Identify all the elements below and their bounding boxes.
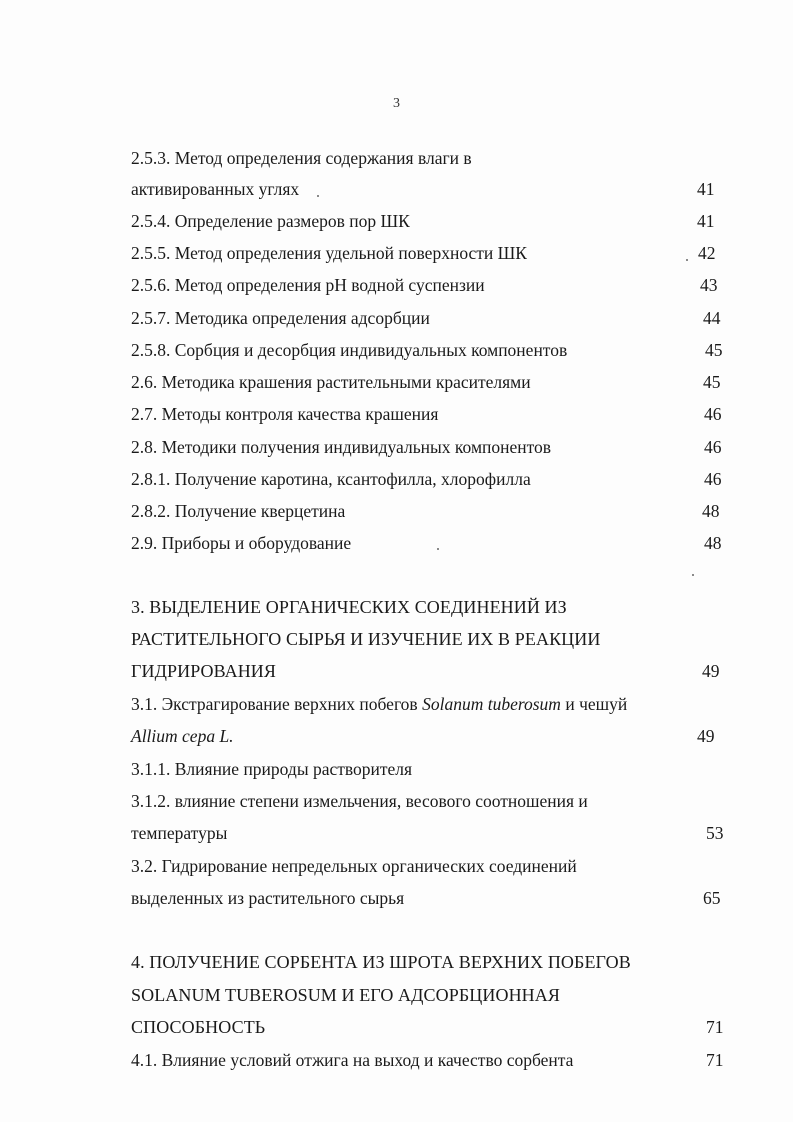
- scan-speck: [686, 259, 688, 261]
- toc-entry-4-1: 4.1. Влияние условий отжига на выход и качество сорбента: [131, 1050, 574, 1070]
- toc-entry-2-5-3: 2.5.3. Метод определения содержания влаги в: [131, 148, 472, 168]
- toc-page-number: 46: [704, 437, 722, 457]
- toc-entry-2-7: 2.7. Методы контроля качества крашения: [131, 404, 439, 424]
- toc-page-number: 44: [703, 308, 721, 328]
- toc-entry-3-2: 3.2. Гидрирование непредельных органических соединений: [131, 856, 577, 876]
- toc-page-number: 46: [704, 469, 722, 489]
- toc-entry-3-1-2: 3.1.2. влияние степени измельчения, весового соотношения и: [131, 791, 588, 811]
- toc-entry-italic: Allium cepa L.: [131, 726, 234, 746]
- toc-page-number: 41: [697, 211, 715, 231]
- toc-entry-2-5-7: 2.5.7. Методика определения адсорбции: [131, 308, 430, 328]
- toc-entry-2-8-1: 2.8.1. Получение каротина, ксантофилла, хлорофилла: [131, 469, 531, 489]
- scan-speck: [317, 195, 319, 197]
- toc-entry-3-1: [131, 693, 627, 715]
- toc-section-3-heading: 3. ВЫДЕЛЕНИЕ ОРГАНИЧЕСКИХ СОЕДИНЕНИЙ ИЗ: [131, 597, 567, 617]
- toc-entry-2-5-8: 2.5.8. Сорбция и десорбция индивидуальных компонентов: [131, 340, 568, 360]
- page-number: 3: [393, 96, 400, 111]
- toc-page-number: 71: [706, 1050, 724, 1070]
- toc-section-4-heading: 4. ПОЛУЧЕНИЕ СОРБЕНТА ИЗ ШРОТА ВЕРХНИХ ПОБЕГОВ: [131, 952, 631, 972]
- toc-entry-3-1-1: 3.1.1. Влияние природы растворителя: [131, 759, 413, 779]
- toc-entry-2-9: 2.9. Приборы и оборудование: [131, 533, 352, 553]
- toc-entry-2-8-2: 2.8.2. Получение кверцетина: [131, 501, 346, 521]
- toc-entry-3-1-cont: [131, 725, 234, 747]
- toc-page-number: 42: [698, 243, 716, 263]
- toc-entry-2-5-4: 2.5.4. Определение размеров пор ШК: [131, 211, 410, 231]
- toc-entry-text: и чешуй: [560, 694, 628, 714]
- toc-entry-3-2-cont: выделенных из растительного сырья: [131, 888, 405, 908]
- toc-entry-2-8: 2.8. Методики получения индивидуальных компонентов: [131, 437, 552, 457]
- toc-page-number: 45: [705, 340, 723, 360]
- toc-page-number: 48: [702, 501, 720, 521]
- toc-entry-3-1-2-cont: температуры: [131, 823, 228, 843]
- toc-entry-text: 3.1. Экстрагирование верхних побегов: [131, 694, 423, 714]
- toc-page-number: 46: [704, 404, 722, 424]
- toc-section-4-heading-cont: SOLANUM TUBEROSUM И ЕГО АДСОРБЦИОННАЯ: [131, 985, 560, 1005]
- scan-speck: [437, 548, 439, 550]
- toc-page-number: 49: [697, 726, 715, 746]
- toc-entry-2-6: 2.6. Методика крашения растительными красителями: [131, 372, 531, 392]
- toc-entry-2-5-5: 2.5.5. Метод определения удельной поверхности ШК: [131, 243, 527, 263]
- toc-page-number: 41: [697, 179, 715, 199]
- toc-page-number: 48: [704, 533, 722, 553]
- toc-page-number: 65: [703, 888, 721, 908]
- toc-entry-italic: Solanum tuberosum: [422, 694, 561, 714]
- toc-page-number: 45: [703, 372, 721, 392]
- toc-section-3-heading-cont: РАСТИТЕЛЬНОГО СЫРЬЯ И ИЗУЧЕНИЕ ИХ В РЕАКЦИИ: [131, 629, 601, 649]
- toc-entry-2-5-3-cont: активированных углях: [131, 179, 300, 199]
- scan-speck: [692, 574, 694, 576]
- toc-section-4-heading-cont: СПОСОБНОСТЬ: [131, 1017, 266, 1037]
- toc-section-3-heading-cont: ГИДРИРОВАНИЯ: [131, 661, 276, 681]
- toc-page-number: 43: [700, 275, 718, 295]
- toc-page-number: 49: [702, 661, 720, 681]
- toc-entry-2-5-6: 2.5.6. Метод определения pH водной суспензии: [131, 275, 485, 295]
- toc-page-number: 53: [706, 823, 724, 843]
- toc-page-number: 71: [706, 1017, 724, 1037]
